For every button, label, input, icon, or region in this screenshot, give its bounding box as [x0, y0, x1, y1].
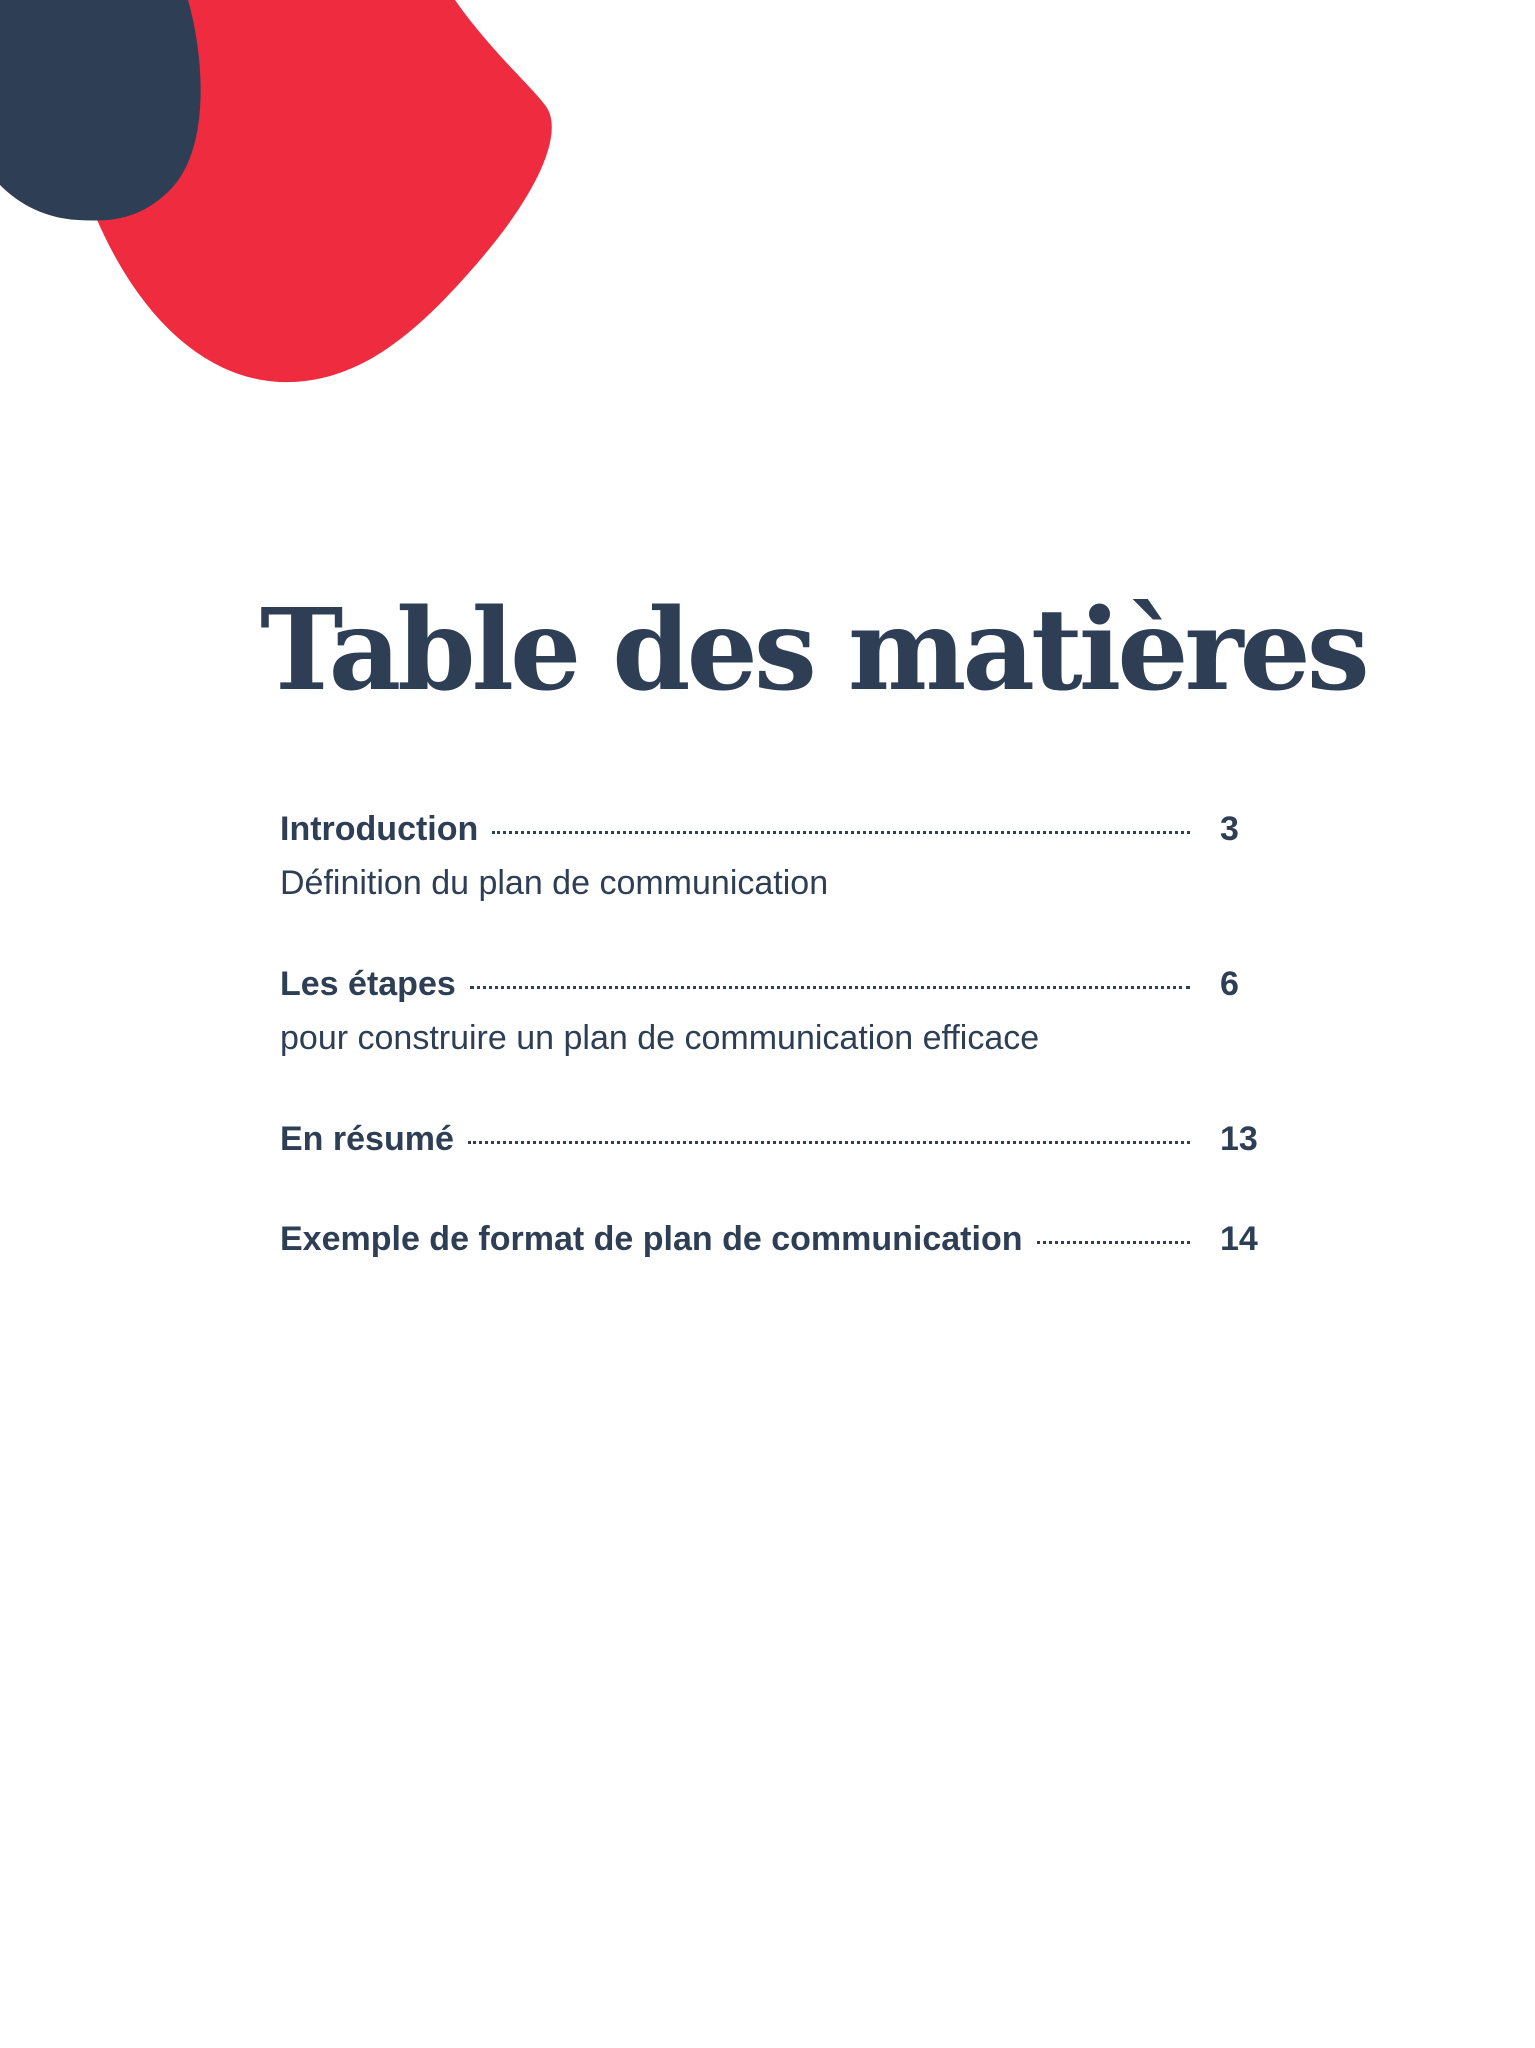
toc-page-number: 3 — [1220, 810, 1239, 848]
toc-dot-leader — [470, 986, 1190, 989]
decorative-blobs — [0, 0, 600, 420]
toc-entry-en-resume[interactable] — [280, 1120, 1290, 1168]
page-title: Table des matières — [260, 585, 1366, 716]
toc-entry-introduction[interactable] — [280, 810, 1290, 903]
toc-entry-title: Exemple de format de plan de communication — [280, 1220, 1023, 1258]
navy-blob-shape — [0, 0, 201, 221]
toc-page-number: 6 — [1220, 965, 1239, 1003]
toc-dot-leader — [468, 1141, 1190, 1144]
toc-entry-subtitle: Définition du plan de communication — [280, 864, 829, 902]
toc-entry-subtitle: pour construire un plan de communication efficace — [280, 1019, 1040, 1057]
toc-dot-leader — [1037, 1241, 1191, 1244]
toc-entry-les-etapes[interactable] — [280, 965, 1290, 1058]
toc-entry-title: Introduction — [280, 810, 479, 848]
toc-page-number: 14 — [1220, 1220, 1258, 1258]
toc-dot-leader — [492, 831, 1190, 834]
toc-entry-exemple-format[interactable] — [280, 1220, 1290, 1268]
toc-entry-title: En résumé — [280, 1120, 454, 1158]
toc-page-number: 13 — [1220, 1120, 1258, 1158]
toc-entry-title: Les étapes — [280, 965, 456, 1003]
